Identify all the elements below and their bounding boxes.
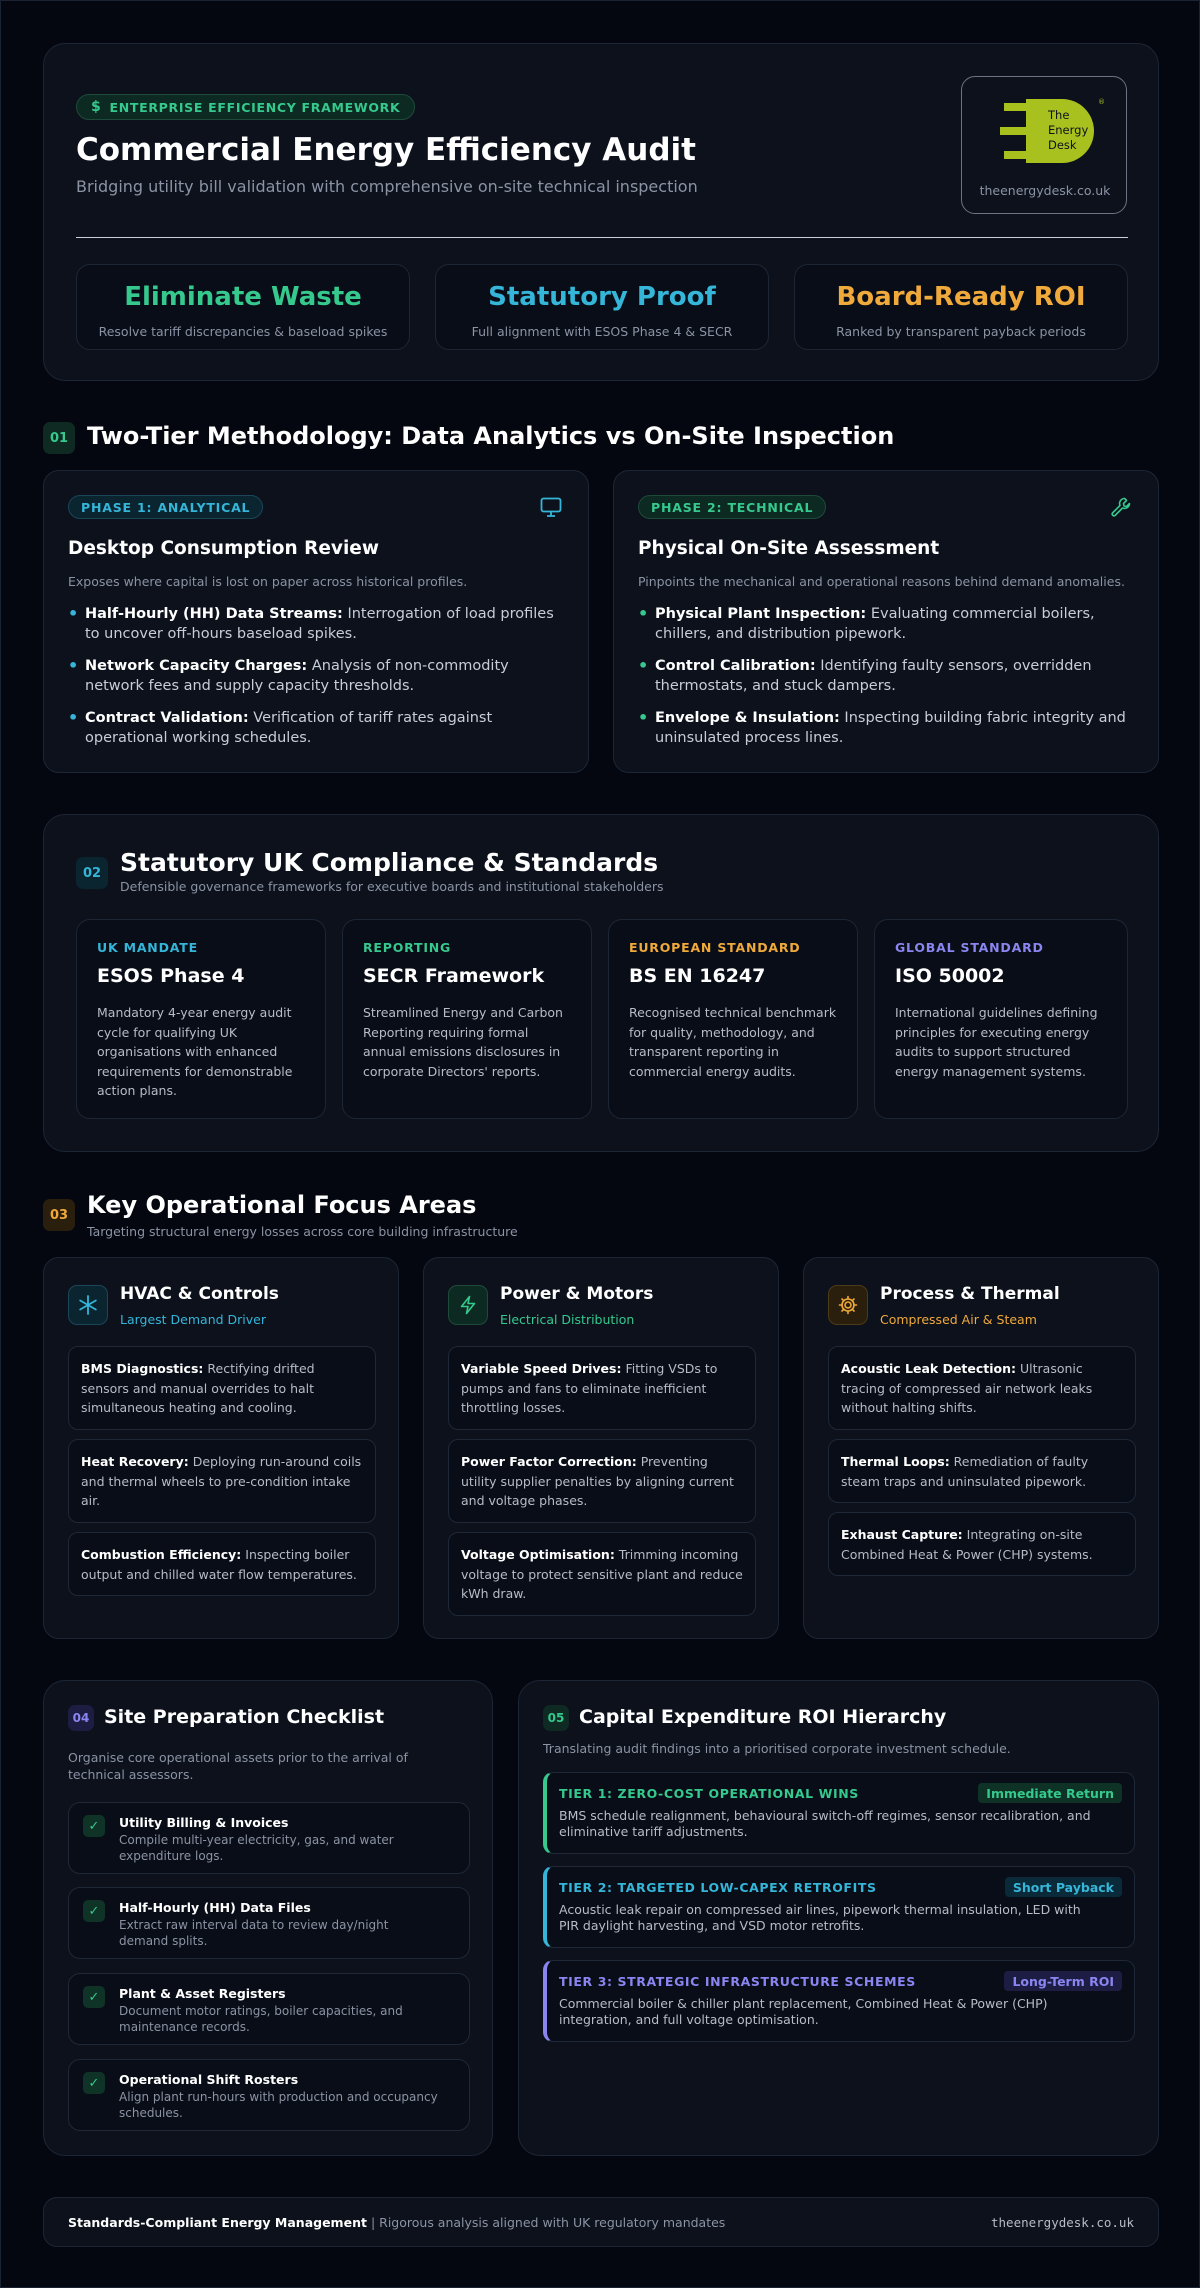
stat-subtitle: Full alignment with ESOS Phase 4 & SECR — [471, 324, 733, 339]
lightning-icon — [448, 1285, 488, 1325]
page-subtitle: Bridging utility bill validation with comprehensive on-site technical inspection — [76, 177, 698, 196]
standard-description: Streamlined Energy and Carbon Reporting requiring formal annual emissions disclosures in corporate Directors' reports. — [363, 1005, 563, 1079]
footer-brand: Standards-Compliant Energy Management — [68, 2215, 367, 2230]
phase-bullet-list — [68, 604, 568, 760]
stat-subtitle: Ranked by transparent payback periods — [836, 324, 1086, 339]
checklist-item — [68, 1802, 470, 1874]
standard-title: ESOS Phase 4 — [97, 965, 245, 987]
check-icon: ✓ — [83, 1986, 105, 2008]
standard-card-bsen — [608, 919, 858, 1119]
list-item: • Envelope & Insulation: Inspecting building fabric integrity and uninsulated process lines. — [638, 708, 1126, 746]
checklist-item-description: Align plant run-hours with production and occupancy schedules. — [119, 2090, 438, 2120]
focus-area-title: Power & Motors — [500, 1284, 654, 1304]
focus-area-subtitle: Largest Demand Driver — [120, 1312, 267, 1327]
section-number-05: 05 — [543, 1705, 569, 1731]
stat-card-roi — [794, 264, 1128, 350]
tier-tag: Long-Term ROI — [1004, 1971, 1122, 1991]
focus-area-subtitle: Electrical Distribution — [500, 1312, 635, 1327]
section-number-01: 01 — [43, 422, 75, 454]
checklist-item-description: Compile multi-year electricity, gas, and water expenditure logs. — [119, 1833, 394, 1863]
roi-card — [518, 1680, 1159, 2156]
roi-tier-1 — [543, 1772, 1135, 1854]
focus-subtitle: Targeting structural energy losses across core building infrastructure — [87, 1224, 518, 1239]
tier-description: Acoustic leak repair on compressed air lines, pipework thermal insulation, LED with PIR daylight harvesting, and VSD motor retrofits. — [559, 1902, 1081, 1933]
logo-text-line1: The — [1048, 108, 1070, 122]
standard-kicker: UK MANDATE — [97, 940, 198, 955]
check-icon: ✓ — [83, 2072, 105, 2094]
tier-title: TIER 2: TARGETED LOW-CAPEX RETROFITS — [559, 1880, 877, 1895]
focus-item: Combustion Efficiency: Inspecting boiler output and chilled water flow temperatures. — [68, 1532, 376, 1596]
stat-title: Eliminate Waste — [124, 282, 362, 312]
phase-title: Physical On-Site Assessment — [638, 538, 940, 559]
gear-icon — [828, 1285, 868, 1325]
phase-card-analytical — [43, 470, 589, 773]
focus-item: Acoustic Leak Detection: Ultrasonic tracing of compressed air network leaks without halting shifts. — [828, 1346, 1136, 1430]
roi-tier-2 — [543, 1866, 1135, 1948]
focus-title: Key Operational Focus Areas — [87, 1191, 477, 1219]
stat-card-waste — [76, 264, 410, 350]
focus-item: Exhaust Capture: Integrating on-site Combined Heat & Power (CHP) systems. — [828, 1512, 1136, 1576]
footer-url: theenergydesk.co.uk — [991, 2215, 1134, 2230]
focus-item: Heat Recovery: Deploying run-around coils and thermal wheels to pre-condition intake air. — [68, 1439, 376, 1523]
focus-area-subtitle: Compressed Air & Steam — [880, 1312, 1037, 1327]
logo-registered: ® — [1098, 98, 1105, 106]
standard-description: International guidelines defining principles for executing energy audits to support structured energy management systems. — [895, 1005, 1098, 1079]
checklist-description: Organise core operational assets prior to the arrival of technical assessors. — [68, 1750, 408, 1782]
roi-tier-3 — [543, 1960, 1135, 2042]
standard-title: BS EN 16247 — [629, 965, 766, 987]
dollar-icon: $ — [91, 99, 102, 115]
checklist-item-title: Operational Shift Rosters — [119, 2072, 299, 2087]
footer-text — [68, 2215, 725, 2230]
phase-description: Pinpoints the mechanical and operational reasons behind demand anomalies. — [638, 574, 1125, 589]
tier-description: BMS schedule realignment, behavioural switch-off regimes, sensor recalibration, and eliminative tariff adjustments. — [559, 1808, 1091, 1839]
stat-card-statutory — [435, 264, 769, 350]
framework-badge-label: ENTERPRISE EFFICIENCY FRAMEWORK — [109, 99, 401, 115]
standard-card-iso — [874, 919, 1128, 1119]
logo-url: theenergydesk.co.uk — [979, 183, 1111, 198]
focus-area-title: Process & Thermal — [880, 1284, 1060, 1304]
stat-title: Statutory Proof — [488, 282, 716, 312]
standard-description: Mandatory 4-year energy audit cycle for qualifying UK organisations with enhanced requirements for demonstrable action plans. — [97, 1005, 293, 1098]
focus-item: Voltage Optimisation: Trimming incoming voltage to protect sensitive plant and reduce kWh draw. — [448, 1532, 756, 1616]
checklist-card — [43, 1680, 493, 2156]
compliance-card — [43, 814, 1159, 1152]
brand-logo-card — [961, 76, 1127, 214]
checklist-title: Site Preparation Checklist — [104, 1706, 385, 1728]
header-divider — [76, 237, 1128, 238]
framework-badge — [76, 94, 415, 120]
standard-kicker: REPORTING — [363, 940, 452, 955]
checklist-item — [68, 2059, 470, 2131]
roi-description: Translating audit findings into a prioritised corporate investment schedule. — [543, 1741, 1011, 1756]
section-number-04: 04 — [68, 1705, 94, 1731]
energy-desk-logo — [1000, 95, 1106, 167]
page-title: Commercial Energy Efficiency Audit — [76, 132, 696, 168]
list-item: • Contract Validation: Verification of tariff rates against operational working schedules. — [68, 708, 493, 746]
stat-title: Board-Ready ROI — [836, 282, 1086, 312]
logo-text-line2: Energy — [1048, 123, 1089, 137]
section-number-03: 03 — [43, 1199, 75, 1231]
footer-tagline: Rigorous analysis aligned with UK regulatory mandates — [379, 2215, 726, 2230]
roi-title: Capital Expenditure ROI Hierarchy — [579, 1706, 947, 1728]
phase-description: Exposes where capital is lost on paper across historical profiles. — [68, 574, 468, 589]
tier-title: TIER 3: STRATEGIC INFRASTRUCTURE SCHEMES — [559, 1974, 916, 1989]
focus-item: BMS Diagnostics: Rectifying drifted sensors and manual overrides to halt simultaneous heating and cooling. — [68, 1346, 376, 1430]
tier-title: TIER 1: ZERO-COST OPERATIONAL WINS — [559, 1786, 859, 1801]
monitor-icon — [540, 497, 562, 517]
header-card — [43, 43, 1159, 381]
phase-pill: PHASE 1: ANALYTICAL — [68, 495, 263, 519]
phase-card-technical — [613, 470, 1159, 773]
focus-item: Variable Speed Drives: Fitting VSDs to pumps and fans to eliminate inefficient throttling losses. — [448, 1346, 756, 1430]
checklist-item-title: Half-Hourly (HH) Data Files — [119, 1900, 311, 1915]
checklist-item-description: Extract raw interval data to review day/night demand splits. — [119, 1918, 389, 1948]
standard-description: Recognised technical benchmark for quality, methodology, and transparent reporting in commercial energy audits. — [629, 1005, 837, 1079]
standard-kicker: GLOBAL STANDARD — [895, 940, 1044, 955]
logo-text-line3: Desk — [1048, 138, 1077, 152]
tier-tag: Short Payback — [1005, 1877, 1122, 1897]
methodology-title: Two-Tier Methodology: Data Analytics vs On-Site Inspection — [87, 422, 895, 450]
standard-title: ISO 50002 — [895, 965, 1005, 987]
check-icon: ✓ — [83, 1815, 105, 1837]
list-item: • Physical Plant Inspection: Evaluating commercial boilers, chillers, and distribution pipework. — [638, 604, 1095, 642]
focus-card-hvac — [43, 1257, 399, 1639]
checklist-item — [68, 1887, 470, 1959]
footer-bar — [43, 2197, 1159, 2247]
standard-title: SECR Framework — [363, 965, 545, 987]
standard-card-secr — [342, 919, 592, 1119]
focus-card-process — [803, 1257, 1159, 1639]
standard-card-esos — [76, 919, 326, 1119]
phase-pill: PHASE 2: TECHNICAL — [638, 495, 826, 519]
footer-separator: | — [370, 2215, 376, 2230]
compliance-subtitle: Defensible governance frameworks for executive boards and institutional stakeholders — [120, 879, 664, 894]
checklist-item-title: Plant & Asset Registers — [119, 1986, 286, 2001]
focus-item: Thermal Loops: Remediation of faulty steam traps and uninsulated pipework. — [828, 1439, 1136, 1503]
tier-tag: Immediate Return — [978, 1783, 1122, 1803]
checklist-item-title: Utility Billing & Invoices — [119, 1815, 289, 1830]
list-item: • Control Calibration: Identifying faulty sensors, overridden thermostats, and stuck dampers. — [638, 656, 1092, 694]
wrench-icon — [1110, 496, 1132, 518]
list-item: • Network Capacity Charges: Analysis of non-commodity network fees and supply capacity thresholds. — [68, 656, 509, 694]
phase-bullet-list — [638, 604, 1138, 760]
focus-card-power — [423, 1257, 779, 1639]
section-number-02: 02 — [76, 857, 108, 889]
standard-kicker: EUROPEAN STANDARD — [629, 940, 801, 955]
focus-area-title: HVAC & Controls — [120, 1284, 279, 1304]
checklist-item-description: Document motor ratings, boiler capacities, and maintenance records. — [119, 2004, 403, 2034]
check-icon: ✓ — [83, 1900, 105, 1922]
phase-title: Desktop Consumption Review — [68, 538, 379, 559]
checklist-item — [68, 1973, 470, 2045]
compliance-title: Statutory UK Compliance & Standards — [120, 848, 659, 877]
snowflake-icon — [68, 1285, 108, 1325]
stat-subtitle: Resolve tariff discrepancies & baseload spikes — [98, 324, 388, 339]
list-item: • Half-Hourly (HH) Data Streams: Interrogation of load profiles to uncover off-hours baseload spikes. — [68, 604, 554, 642]
tier-description: Commercial boiler & chiller plant replacement, Combined Heat & Power (CHP) integration, and full voltage optimisation. — [559, 1996, 1048, 2027]
focus-item: Power Factor Correction: Preventing utility supplier penalties by aligning current and voltage phases. — [448, 1439, 756, 1523]
